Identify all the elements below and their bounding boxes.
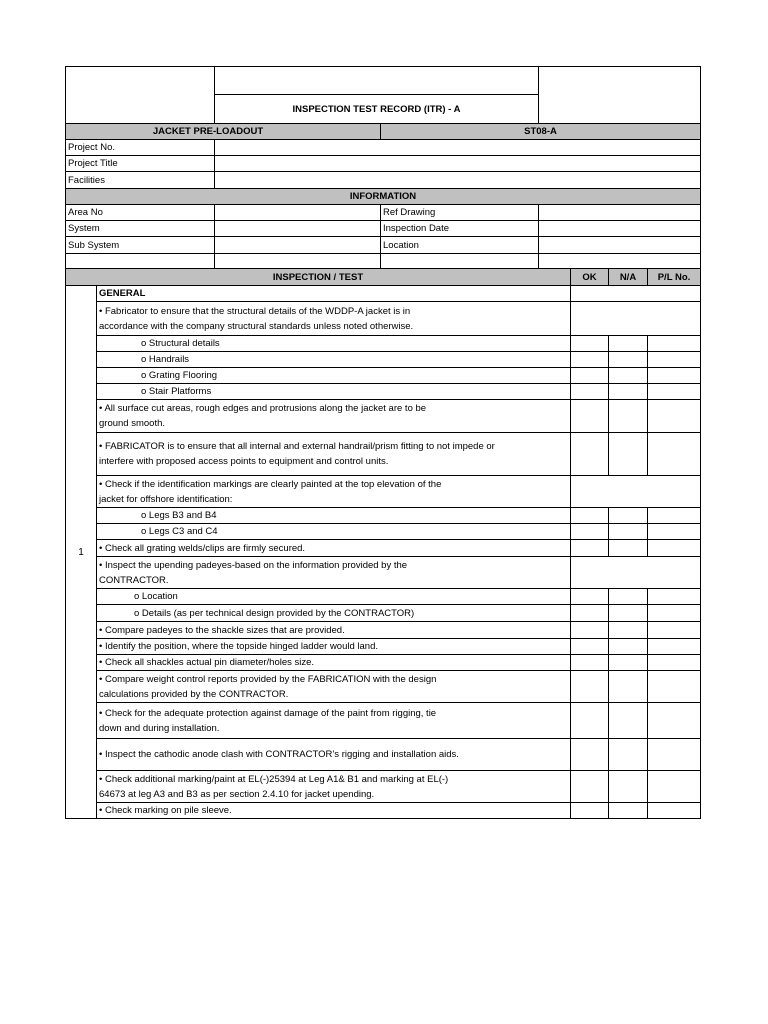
result-cell	[571, 286, 701, 302]
checklist-item: • Check for the adequate protection against damage of the paint from rigging, tie down and during installation.	[97, 703, 571, 739]
pl-no-cell	[648, 739, 701, 771]
na-cell	[609, 540, 648, 557]
blank-value-cell	[215, 254, 381, 269]
system-value	[215, 221, 381, 237]
checklist-item: • Inspect the upending padeyes-based on the information provided by the CONTRACTOR.	[97, 557, 571, 589]
ok-cell	[571, 703, 609, 739]
location-value	[539, 237, 701, 254]
ok-cell	[571, 771, 609, 803]
na-cell	[609, 655, 648, 671]
ok-cell	[571, 336, 609, 352]
checklist-subitem: o Details (as per technical design provided by the CONTRACTOR)	[97, 605, 571, 622]
checklist-item: • Inspect the cathodic anode clash with CONTRACTOR’s rigging and installation aids.	[97, 739, 571, 771]
checklist-item: • Compare weight control reports provided by the FABRICATION with the design calculations provided by the CONTRACTOR.	[97, 671, 571, 703]
pl-no-cell	[648, 384, 701, 400]
inspection-test-record-form	[65, 66, 701, 819]
checklist-heading: GENERAL	[97, 286, 571, 302]
pl-no-cell	[648, 703, 701, 739]
checklist-item: • Check all shackles actual pin diameter/holes size.	[97, 655, 571, 671]
ok-column-header: OK	[571, 269, 609, 286]
checklist-item: • Check if the identification markings are clearly painted at the top elevation of the jacket for offshore identification:	[97, 476, 571, 508]
pl-no-cell	[648, 368, 701, 384]
project-no-value	[215, 140, 701, 156]
na-cell	[609, 605, 648, 622]
pl-no-cell	[648, 771, 701, 803]
na-cell	[609, 703, 648, 739]
na-cell	[609, 368, 648, 384]
na-cell	[609, 384, 648, 400]
checklist-subitem: o Stair Platforms	[97, 384, 571, 400]
pl-no-cell	[648, 352, 701, 368]
ok-cell	[571, 589, 609, 605]
result-cell	[571, 476, 701, 508]
area-no-value	[215, 205, 381, 221]
pl-no-column-header: P/L No.	[648, 269, 701, 286]
project-title-value	[215, 156, 701, 172]
checklist-item: • Fabricator to ensure that the structural details of the WDDP-A jacket is in accordance with the company structural standards unless noted otherwise.	[97, 302, 571, 336]
ok-cell	[571, 400, 609, 433]
result-cell	[571, 302, 701, 336]
inspection-heading: INSPECTION / TEST	[66, 269, 571, 286]
ok-cell	[571, 508, 609, 524]
checklist-subitem: o Legs C3 and C4	[97, 524, 571, 540]
ok-cell	[571, 739, 609, 771]
checklist-subitem: o Handrails	[97, 352, 571, 368]
blank-label-cell	[66, 254, 215, 269]
checklist-item: • Check additional marking/paint at EL(-)25394 at Leg A1& B1 and marking at EL(-) 64673 at leg A3 and B3 as per section 2.4.10 for jacket upending.	[97, 771, 571, 803]
checklist-subitem: o Location	[97, 589, 571, 605]
sub-system-label: Sub System	[66, 237, 215, 254]
location-label: Location	[381, 237, 539, 254]
pl-no-cell	[648, 655, 701, 671]
ref-drawing-value	[539, 205, 701, 221]
checklist-item: • Check marking on pile sleeve.	[97, 803, 571, 819]
na-cell	[609, 336, 648, 352]
pl-no-cell	[648, 400, 701, 433]
na-cell	[609, 524, 648, 540]
pl-no-cell	[648, 433, 701, 476]
checklist-subitem: o Structural details	[97, 336, 571, 352]
facilities-label: Facilities	[66, 172, 215, 189]
pl-no-cell	[648, 605, 701, 622]
ok-cell	[571, 352, 609, 368]
pl-no-cell	[648, 524, 701, 540]
pl-no-cell	[648, 671, 701, 703]
activity-name: JACKET PRE-LOADOUT	[66, 124, 381, 140]
na-cell	[609, 400, 648, 433]
pl-no-cell	[648, 589, 701, 605]
na-cell	[609, 803, 648, 819]
na-column-header: N/A	[609, 269, 648, 286]
ok-cell	[571, 368, 609, 384]
document-ref-area	[539, 67, 701, 124]
ok-cell	[571, 655, 609, 671]
checklist-subitem: o Grating Flooring	[97, 368, 571, 384]
checklist-item: • All surface cut areas, rough edges and protrusions along the jacket are to be ground smooth.	[97, 400, 571, 433]
ok-cell	[571, 433, 609, 476]
ok-cell	[571, 540, 609, 557]
title-top-cell	[215, 67, 539, 95]
system-label: System	[66, 221, 215, 237]
document-title: INSPECTION TEST RECORD (ITR) - A	[215, 95, 539, 124]
checklist-item: • Identify the position, where the topside hinged ladder would land.	[97, 639, 571, 655]
ok-cell	[571, 524, 609, 540]
ok-cell	[571, 803, 609, 819]
checklist-item: • FABRICATOR is to ensure that all internal and external handrail/prism fitting to not impede or interfere with proposed access points to equipment and control units.	[97, 433, 571, 476]
blank-label-cell	[381, 254, 539, 269]
na-cell	[609, 433, 648, 476]
na-cell	[609, 622, 648, 639]
ref-drawing-label: Ref Drawing	[381, 205, 539, 221]
pl-no-cell	[648, 508, 701, 524]
blank-value-cell	[539, 254, 701, 269]
section-number: 1	[66, 286, 97, 819]
ok-cell	[571, 605, 609, 622]
pl-no-cell	[648, 622, 701, 639]
ok-cell	[571, 622, 609, 639]
logo-area	[66, 67, 215, 124]
pl-no-cell	[648, 336, 701, 352]
result-cell	[571, 557, 701, 589]
pl-no-cell	[648, 803, 701, 819]
project-no-label: Project No.	[66, 140, 215, 156]
na-cell	[609, 739, 648, 771]
na-cell	[609, 352, 648, 368]
inspection-date-label: Inspection Date	[381, 221, 539, 237]
na-cell	[609, 771, 648, 803]
area-no-label: Area No	[66, 205, 215, 221]
ok-cell	[571, 671, 609, 703]
na-cell	[609, 671, 648, 703]
facilities-value	[215, 172, 701, 189]
pl-no-cell	[648, 540, 701, 557]
pl-no-cell	[648, 639, 701, 655]
activity-code: ST08-A	[381, 124, 701, 140]
checklist-subitem: o Legs B3 and B4	[97, 508, 571, 524]
checklist-item: • Compare padeyes to the shackle sizes that are provided.	[97, 622, 571, 639]
sub-system-value	[215, 237, 381, 254]
na-cell	[609, 589, 648, 605]
ok-cell	[571, 384, 609, 400]
project-title-label: Project Title	[66, 156, 215, 172]
inspection-date-value	[539, 221, 701, 237]
checklist-item: • Check all grating welds/clips are firmly secured.	[97, 540, 571, 557]
na-cell	[609, 508, 648, 524]
ok-cell	[571, 639, 609, 655]
na-cell	[609, 639, 648, 655]
information-heading: INFORMATION	[66, 189, 701, 205]
